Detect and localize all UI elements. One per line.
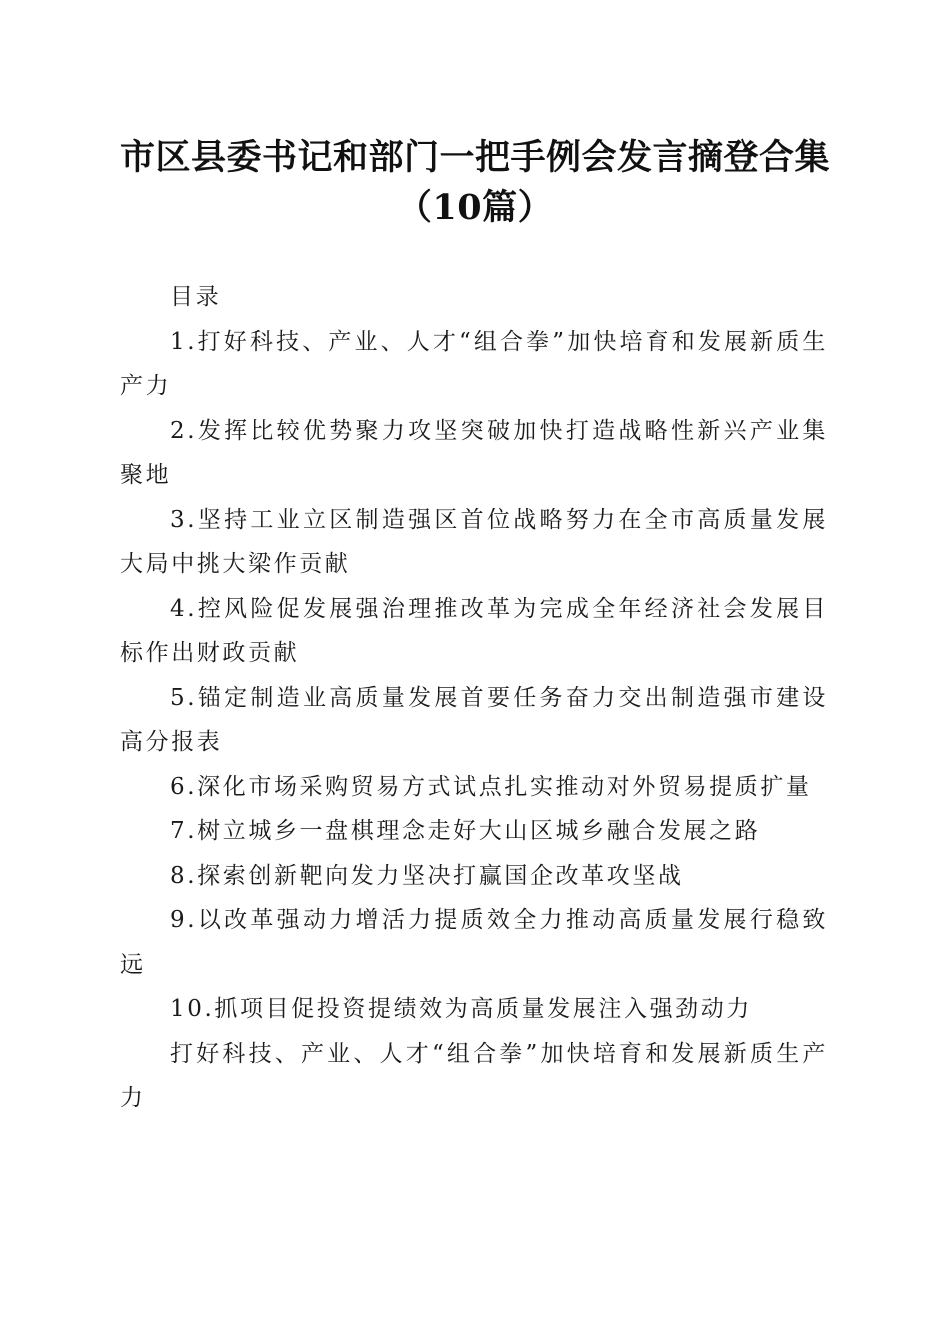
toc-item-3: 3.坚持工业立区制造强区首位战略努力在全市高质量发展大局中挑大梁作贡献 [120, 506, 828, 577]
toc-item-5: 5.锚定制造业高质量发展首要任务奋力交出制造强市建设高分报表 [120, 684, 828, 755]
toc-heading: 目录 [170, 284, 222, 310]
document-body [120, 275, 828, 1121]
section-heading: 打好科技、产业、人才“组合拳”加快培育和发展新质生产力 [120, 1040, 828, 1111]
toc-item-2: 2.发挥比较优势聚力攻坚突破加快打造战略性新兴产业集聚地 [120, 417, 828, 488]
toc-item-9: 9.以改革强动力增活力提质效全力推动高质量发展行稳致远 [120, 907, 828, 978]
document-title: 市区县委书记和部门一把手例会发言摘登合集 [119, 137, 830, 178]
toc-item-1: 1.打好科技、产业、人才“组合拳”加快培育和发展新质生产力 [120, 328, 828, 399]
toc-item-6: 6.深化市场采购贸易方式试点扎实推动对外贸易提质扩量 [170, 773, 812, 800]
toc-item-4: 4.控风险促发展强治理推改革为完成全年经济社会发展目标作出财政贡献 [120, 595, 828, 666]
toc-item-10: 10.抓项目促投资提绩效为高质量发展注入强劲动力 [170, 996, 752, 1022]
document-title-count: （10篇） [396, 187, 554, 228]
toc-item-8: 8.探索创新靶向发力坚决打赢国企改革攻坚战 [170, 862, 684, 889]
toc-item-7: 7.树立城乡一盘棋理念走好大山区城乡融合发展之路 [170, 818, 761, 844]
